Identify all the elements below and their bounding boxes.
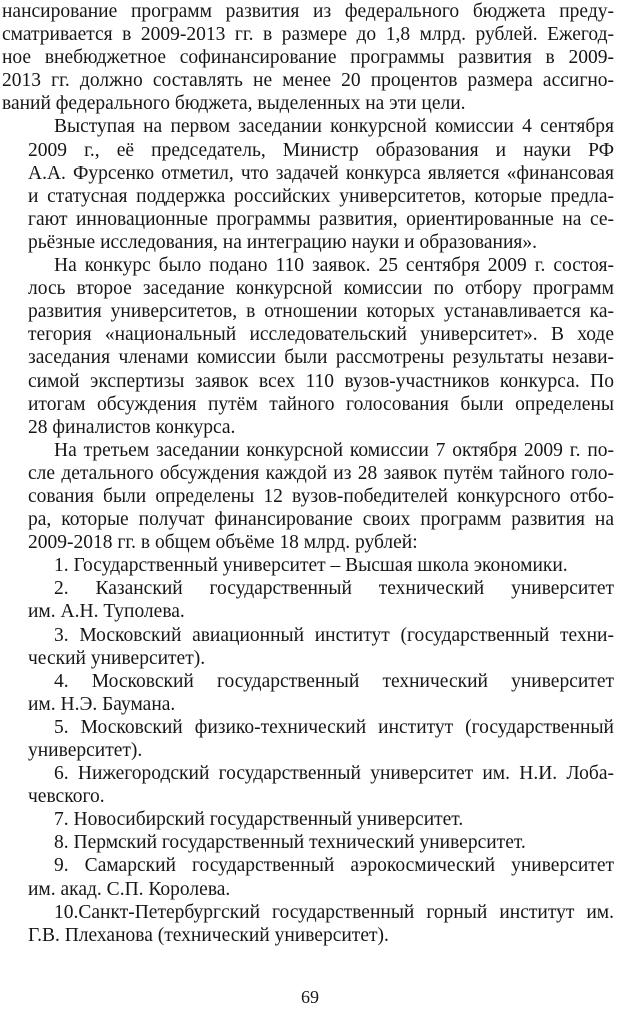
text-line: лось второе заседание конкурсной комиссии по отбору программ bbox=[28, 278, 614, 300]
paragraph-3 bbox=[2, 254, 614, 439]
text-line: ваний федерального бюджета, выделенных на эти цели. bbox=[2, 93, 466, 115]
text-line: сле детального обсуждения каждой из 28 заявок путём тайного голо- bbox=[28, 462, 614, 484]
text-line: нансирование программ развития из федерального бюджета преду- bbox=[2, 1, 614, 22]
list-item bbox=[2, 670, 614, 716]
list-item bbox=[2, 901, 614, 947]
text-line: А.А. Фурсенко отметил, что задачей конкурса является «финансовая bbox=[28, 162, 614, 184]
text-line: сматривается в 2009-2013 гг. в размере до 1,8 млрд. рублей. Ежегод- bbox=[2, 24, 614, 46]
text-line: 7. Новосибирский государственный университет. bbox=[54, 809, 464, 831]
list-item bbox=[2, 808, 614, 831]
text-line: На конкурс было подано 110 заявок. 25 сентября 2009 г. состоя- bbox=[54, 255, 614, 277]
list-item bbox=[2, 624, 614, 670]
text-line: гают инновационные программы развития, ориентированные на се- bbox=[28, 208, 614, 230]
page-number: 69 bbox=[301, 987, 319, 1007]
paragraph-1 bbox=[2, 0, 614, 115]
text-line: им. акад. С.П. Королева. bbox=[28, 878, 231, 900]
text-line: ческий университет). bbox=[28, 647, 206, 669]
text-line: 8. Пермский государственный технический университет. bbox=[54, 832, 526, 854]
text-line: Г.В. Плеханова (технический университет). bbox=[28, 924, 389, 946]
text-line: симой экспертизы заявок всех 110 вузов-участников конкурса. По bbox=[28, 370, 614, 392]
text-line: им. Н.Э. Баумана. bbox=[28, 693, 176, 715]
text-line: сования были определены 12 вузов-победителей конкурсного отбо- bbox=[28, 485, 614, 507]
text-line: университет). bbox=[28, 740, 143, 761]
text-line: итогам обсуждения путём тайного голосования были определены bbox=[28, 393, 614, 415]
text-line: 2. Казанский государственный технический университет bbox=[54, 578, 614, 600]
text-line: тегория «национальный исследовательский университет». В ходе bbox=[28, 324, 614, 346]
winners-list bbox=[2, 554, 614, 947]
list-item bbox=[2, 831, 614, 854]
text-line: 5. Московский физико-технический институт (государственный bbox=[54, 716, 614, 738]
text-line: рьёзные исследования, на интеграцию науки и образования». bbox=[28, 231, 537, 253]
text-line: На третьем заседании конкурсной комиссии 7 октября 2009 г. по- bbox=[54, 439, 614, 461]
text-line: ное внебюджетное софинансирование программы развития в 2009- bbox=[2, 47, 614, 69]
text-line: и статусная поддержка российских университетов, которые предла- bbox=[28, 185, 614, 207]
text-line: 1. Государственный университет – Высшая школа экономики. bbox=[54, 555, 568, 577]
text-line: 2009 г., её председатель, Министр образования и науки РФ bbox=[28, 139, 614, 161]
paragraph-4 bbox=[2, 439, 614, 554]
text-line: развития университетов, в отношении которых устанавливается ка- bbox=[28, 301, 614, 323]
list-item bbox=[2, 554, 614, 577]
text-line: Выступая на первом заседании конкурсной комиссии 4 сентября bbox=[54, 116, 614, 138]
text-line: 3. Московский авиационный институт (государственный техни- bbox=[54, 624, 614, 646]
text-line: ра, которые получат финансирование своих программ развития на bbox=[28, 509, 614, 531]
text-line: 10.Санкт-Петербургский государственный горный институт им. bbox=[54, 901, 614, 923]
text-line: чевского. bbox=[28, 786, 105, 808]
list-item bbox=[2, 762, 614, 808]
list-item bbox=[2, 577, 614, 623]
paragraph-2 bbox=[2, 115, 614, 254]
text-line: им. А.Н. Туполева. bbox=[28, 601, 185, 623]
text-line: 2009-2018 гг. в общем объёме 18 млрд. рублей: bbox=[28, 532, 418, 554]
text-line: 4. Московский государственный технический университет bbox=[54, 670, 614, 692]
text-line: заседания членами комиссии были рассмотрены результаты незави- bbox=[28, 347, 614, 369]
text-line: 6. Нижегородский государственный университет им. Н.И. Лоба- bbox=[54, 763, 614, 785]
text-line: 9. Самарский государственный аэрокосмический университет bbox=[54, 855, 614, 877]
text-line: 2013 гг. должно составлять не менее 20 процентов размера ассигно- bbox=[2, 70, 614, 92]
list-item bbox=[2, 716, 614, 762]
list-item bbox=[2, 854, 614, 900]
text-line: 28 финалистов конкурса. bbox=[28, 416, 236, 438]
